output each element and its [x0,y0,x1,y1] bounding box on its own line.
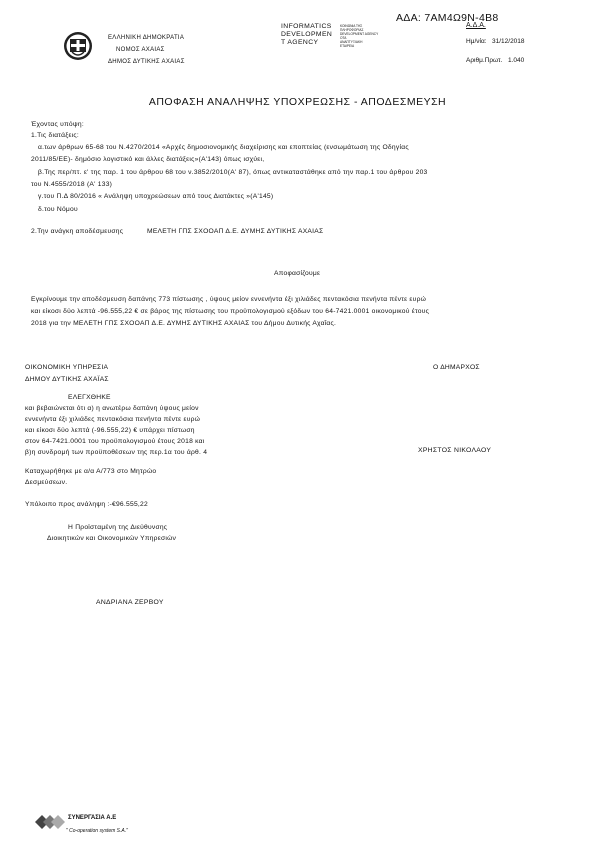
check-line-1: και βεβαιώνεται ότι α) η ανωτέρω δαπάνη ύψους μείον [25,405,199,412]
authority-line: ΝΟΜΟΣ ΑΧΑΙΑΣ [116,47,165,53]
agency-line: ΚΟΙΝΩΝΙΑ ΤΗΣ [340,24,363,28]
director-title-2: Διοικητικών και Οικονομικών Υπηρεσιών [47,535,177,542]
company-subtitle: " Co-operation system S.A." [66,828,128,834]
agency-line: DEVELOPMENT AGENCY [340,32,379,36]
authority-line: ΔΗΜΟΣ ΔΥΤΙΚΗΣ ΑΧΑΙΑΣ [108,59,185,65]
intro-text: Έχοντας υπόψη: [31,121,84,128]
check-line-2: εννενήντα έξι χιλιάδες πεντακόσια πενήντα πέντε ευρώ [25,416,201,423]
director-signatory-name: ΑΝΔΡΙΑΝΑ ΖΕΡΒΟΥ [96,599,164,606]
agency-line: ΠΛΗΡΟΦΟΡΙΑΣ [340,28,364,32]
authority-line: ΕΛΛΗΝΙΚΗ ΔΗΜΟΚΡΑΤΙΑ [108,35,185,41]
date-value: 31/12/2018 [492,38,525,45]
registered-line-1: Καταχωρήθηκε με α/α Α/773 στο Μητρώο [25,468,157,475]
decision-heading: Αποφασίζουμε [274,270,321,277]
agency-name-gr [340,24,400,48]
company-name: ΣΥΝΕΡΓΑΣΙΑ Α.Ε [68,815,117,821]
decision-line-3: 2018 για την ΜΕΛΕΤΗ ΓΠΣ ΣΧΟΟΑΠ Δ.Ε. ΔΥΜΗΣ ΔΥΤΙΚΗΣ ΑΧΑΙΑΣ του Δήμου Δυτικής Αχαΐας. [31,320,337,327]
director-title-1: Η Προϊσταμένη της Διεύθυνσης [68,524,168,531]
agency-name-en [281,23,332,47]
agency-line: T AGENCY [281,39,319,46]
decision-line-1: Εγκρίνουμε την αποδέσμευση δαπάνης 773 πίστωσης , ύψους μείον εννενήντα έξι χιλιάδες πεντακόσια πενήντα πέντε ευρώ [31,296,427,303]
check-line-5: β)η συνδρομή των προϋποθέσεων της περ.1α του άρθ. 4 [25,449,208,456]
provision-c-line-1: γ.του Π.Δ 80/2016 « Ανάληψη υποχρεώσεων από τους Διατάκτες »(Α'145) [38,193,274,200]
decision-line-2: και είκοσι δύο λεπτά -96.555,22 € σε βάρος της πίστωσης του προϋπολογισμού εξόδων του 64-7421.0001 οικονομικού έτους [31,308,430,315]
provision-2-label: 2.Την ανάγκη αποδέσμευσης [31,228,124,235]
provision-2-value: ΜΕΛΕΤΗ ΓΠΣ ΣΧΟΟΑΠ Δ.Ε. ΔΥΜΗΣ ΔΥΤΙΚΗΣ ΑΧΑΙΑΣ [147,228,324,235]
service-name-1: ΟΙΚΟΝΟΜΙΚΗ ΥΠΗΡΕΣΙΑ [25,364,109,371]
agency-line: ΕΤΑΙΡΕΙΑ [340,44,355,48]
agency-line: INFORMATICS [281,23,332,30]
agency-line: ΑΝΑΠΤΥΞΙΑΚΗ [340,40,363,44]
provision-b-line-2: του Ν.4555/2018 (Α' 133) [31,181,113,188]
provision-c-line-2: δ.του Νόμου [38,206,78,213]
checked-heading: ΕΛΕΓΧΘΗΚΕ [68,394,111,401]
company-logo-icon [33,812,67,832]
ada-label: Α.Δ.Α. [466,22,486,29]
agency-line: DEVELOPMEN [281,31,333,38]
agency-line: ΟΤΑ [340,36,347,40]
provision-b-line-1: β.Της περ/πτ. ε' της παρ. 1 του άρθρου 68 του ν.3852/2010(Α' 87), όπως αντικαταστάθηκε από την παρ.1 του άρθρου 203 [38,169,428,176]
authority-block [108,32,185,68]
mayor-title: Ο ΔΗΜΑΡΧΟΣ [433,364,480,371]
registered-line-2: Δεσμεύσεων. [25,479,68,486]
ada-code-top: ΑΔΑ: 7ΑΜ4Ω9Ν-4Β8 [396,12,499,24]
protocol-value: 1.040 [508,57,525,64]
document-title: ΑΠΟΦΑΣΗ ΑΝΑΛΗΨΗΣ ΥΠΟΧΡΕΩΣΗΣ - ΑΠΟΔΕΣΜΕΥΣΗ [148,96,447,108]
protocol-label: Αριθμ.Πρωτ. [466,57,503,64]
mayor-signatory-name: ΧΡΗΣΤΟΣ ΝΙΚΟΛΑΟΥ [418,447,492,454]
provision-a-line-2: 2011/85/ΕΕ)- δημόσιο λογιστικό και άλλες διατάξεις»(Α'143) όπως ισχύει, [31,156,265,163]
service-name-2: ΔΗΜΟΥ ΔΥΤΙΚΗΣ ΑΧΑΪΑΣ [25,376,109,383]
provision-1-heading: 1.Τις διατάξεις: [31,132,80,139]
provision-a-line-1: α.των άρθρων 65-68 του Ν.4270/2014 «Αρχές δημοσιονομικής διαχείρισης και εποπτείας (ενσωμάτωση της Οδηγίας [38,144,409,151]
check-line-4: στον 64-7421.0001 του προϋπολογισμού έτους 2018 και [25,438,205,445]
date-label: Ημ/νία: [466,38,487,45]
check-line-3: και είκοσι δύο λεπτά (-96.555,22) € υπάρχει πίστωση [25,427,195,434]
greek-emblem-icon [63,31,93,61]
remaining-amount: Υπόλοιπο προς ανάληψη :-€96.555,22 [25,501,148,508]
